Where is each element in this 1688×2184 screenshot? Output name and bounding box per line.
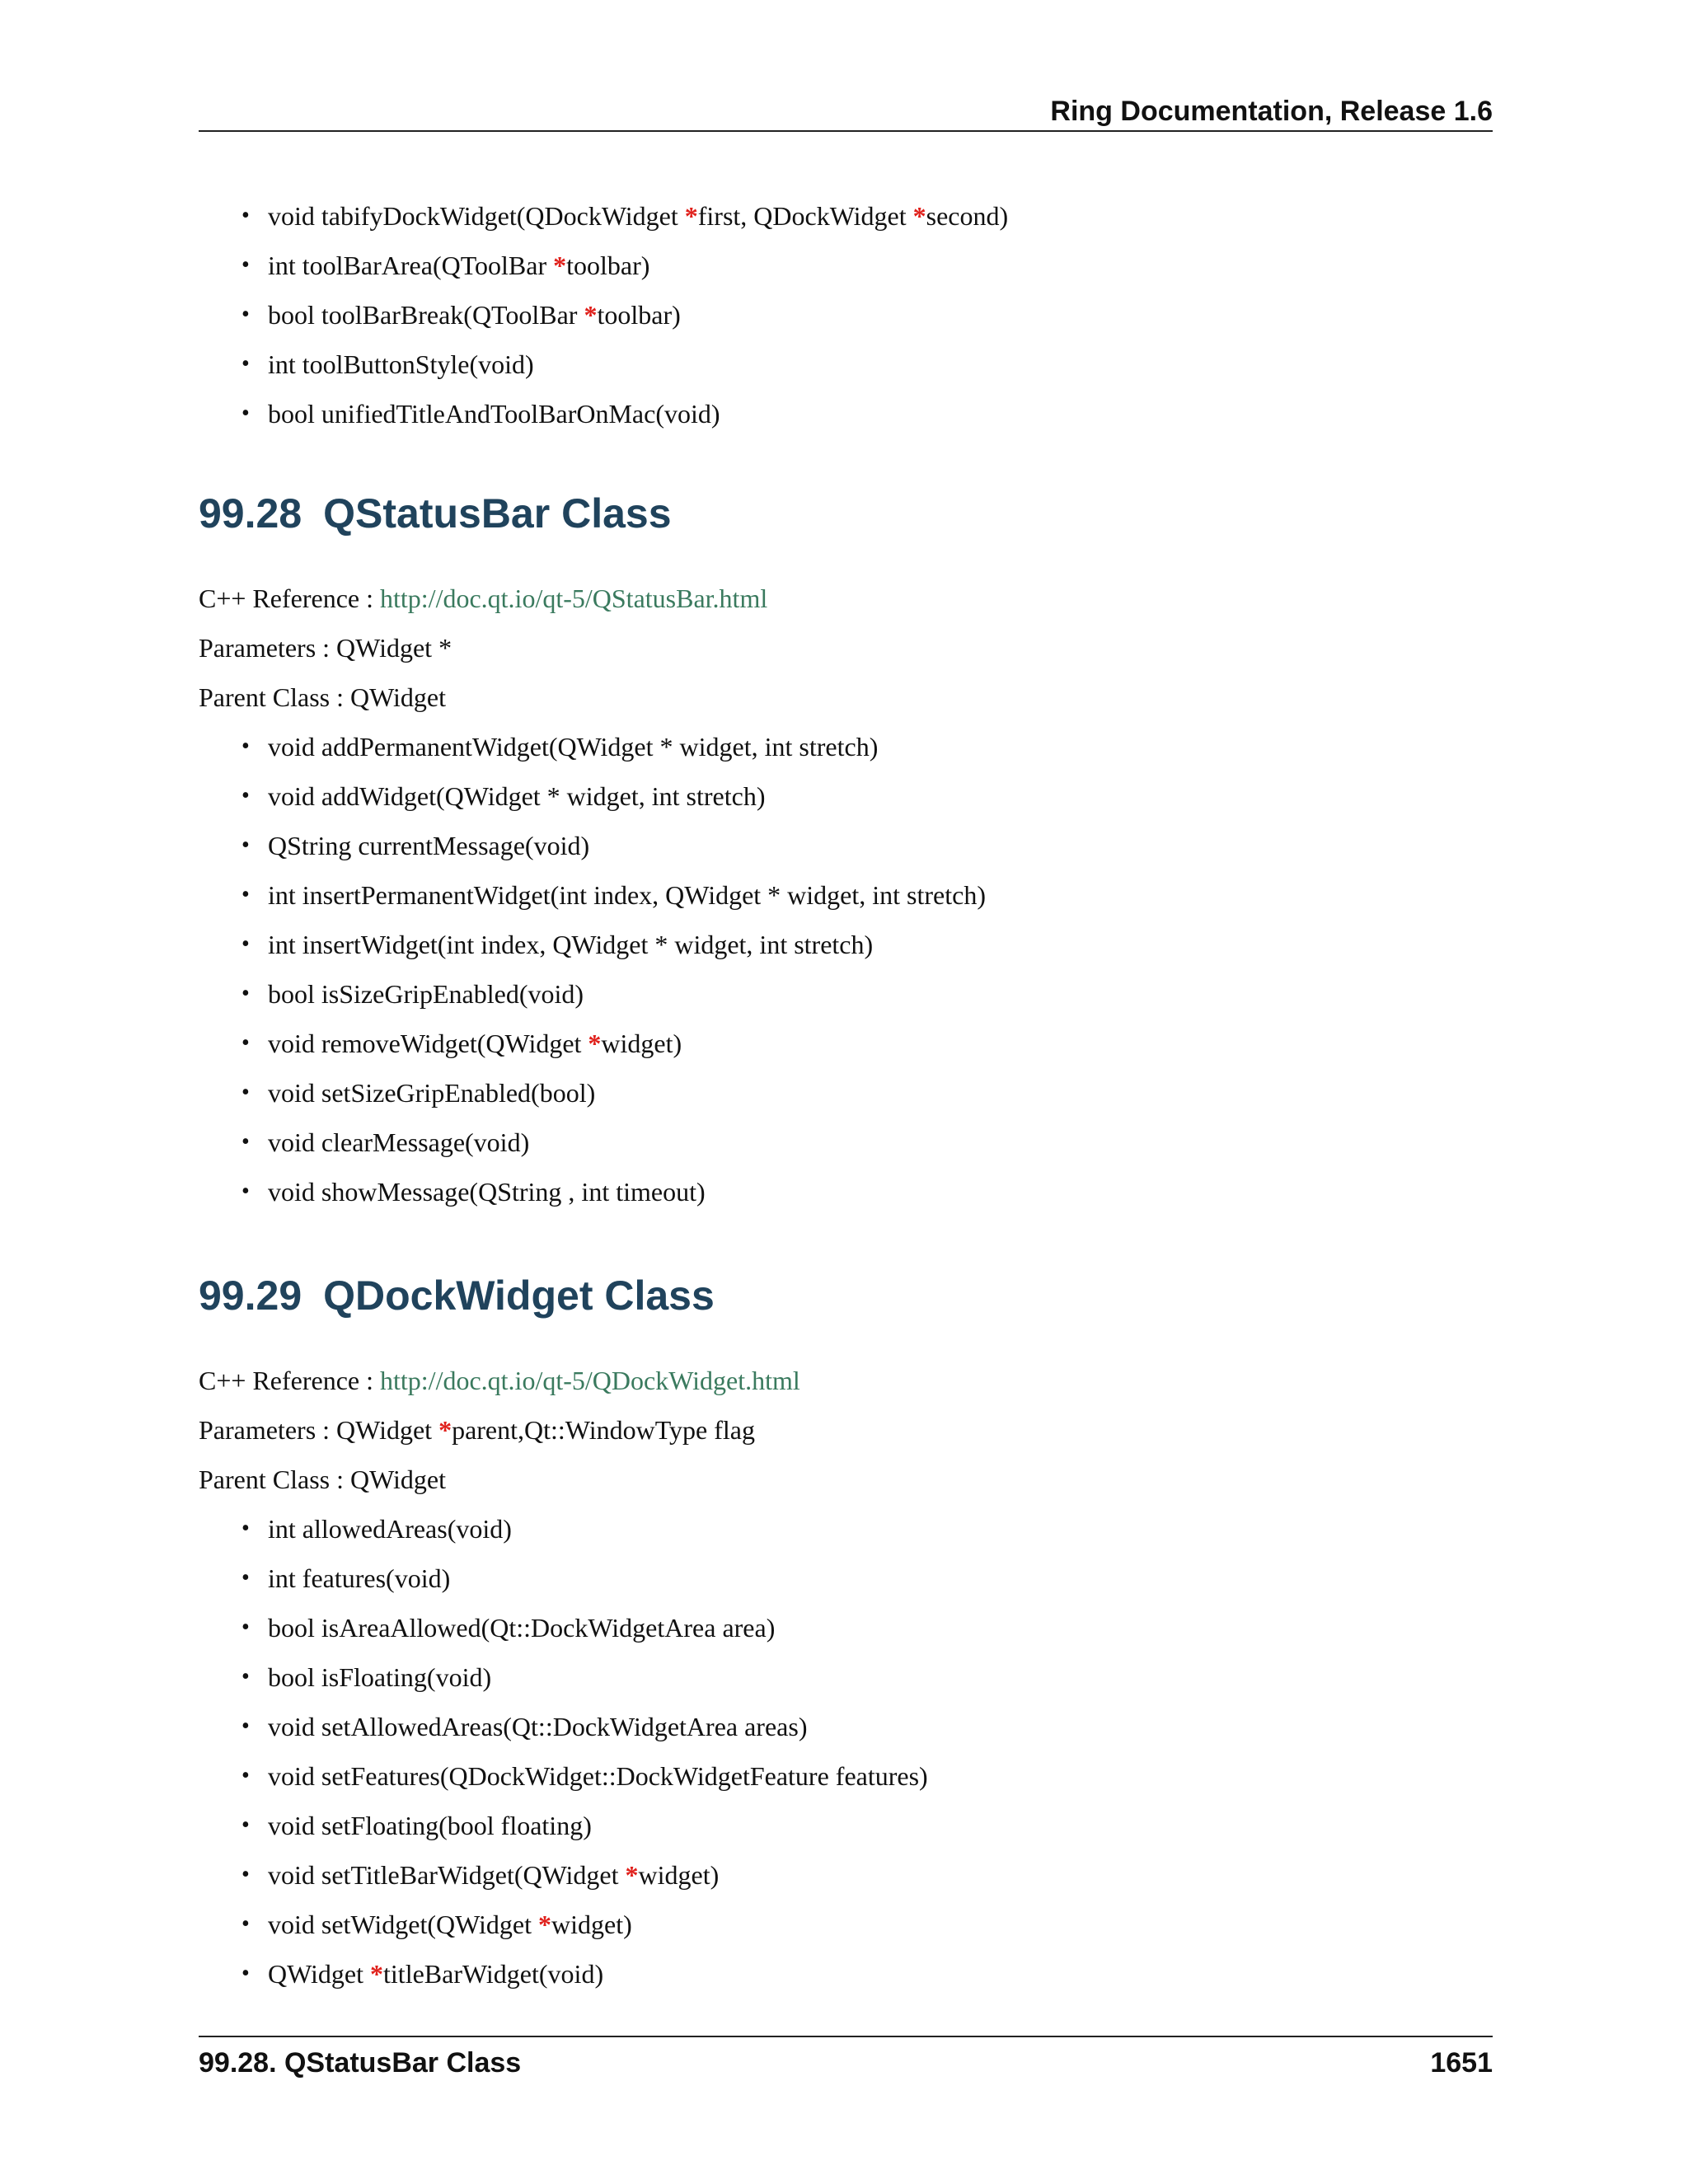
section-number: 99.28: [199, 490, 302, 537]
method-signature-text: bool isSizeGripEnabled(void): [268, 979, 584, 1009]
method-item: [241, 1118, 986, 1167]
method-signature-text: void tabifyDockWidget(QDockWidget: [268, 201, 685, 231]
method-item: [241, 1751, 928, 1801]
method-list-continued: [241, 191, 1008, 438]
method-item: [241, 1068, 986, 1118]
footer-section-label: 99.28. QStatusBar Class: [199, 2047, 522, 2079]
method-signature-text: toolbar): [566, 251, 650, 280]
method-list-qdockwidget: [241, 1504, 928, 1999]
method-signature-text: QString currentMessage(void): [268, 831, 590, 860]
method-signature-text: int toolBarArea(QToolBar: [268, 251, 554, 280]
method-signature-text: void setTitleBarWidget(QWidget: [268, 1860, 626, 1890]
method-signature-text: first, QDockWidget: [697, 201, 913, 231]
method-item: [241, 241, 1008, 290]
pointer-star: *: [684, 201, 698, 231]
method-signature-text: QWidget: [268, 1959, 371, 1989]
pointer-star: *: [538, 1910, 552, 1939]
method-signature-text: bool isFloating(void): [268, 1662, 492, 1692]
method-item: [241, 771, 986, 821]
page-number: 1651: [1430, 2047, 1493, 2079]
method-signature-text: toolbar): [597, 300, 681, 330]
cpp-reference-line: [199, 574, 767, 623]
parameters-text: Parameters : QWidget: [199, 1415, 439, 1445]
method-item: [241, 1702, 928, 1751]
method-item: [241, 1949, 928, 1999]
bullet-icon: •: [241, 1763, 250, 1788]
method-item: [241, 1167, 986, 1216]
document-title: Ring Documentation, Release 1.6: [1050, 96, 1493, 127]
bullet-icon: •: [241, 832, 250, 858]
method-signature-text: int insertPermanentWidget(int index, QWidget * widget, int stretch): [268, 880, 986, 910]
bullet-icon: •: [241, 783, 250, 808]
bullet-icon: •: [241, 1030, 250, 1056]
bullet-icon: •: [241, 1713, 250, 1739]
parameters-line: Parameters : QWidget *: [199, 633, 452, 663]
bullet-icon: •: [241, 931, 250, 957]
page-footer: [199, 2036, 1493, 2090]
parent-class-line: Parent Class : QWidget: [199, 1465, 446, 1494]
method-signature-text: int allowedAreas(void): [268, 1514, 512, 1544]
bullet-icon: •: [241, 1565, 250, 1591]
cpp-reference-label: C++ Reference :: [199, 1366, 380, 1395]
section-number: 99.29: [199, 1272, 302, 1319]
method-item: [241, 1850, 928, 1900]
pointer-star: *: [625, 1860, 639, 1890]
method-item: [241, 920, 986, 969]
method-item: [241, 340, 1008, 389]
bullet-icon: •: [241, 882, 250, 907]
bullet-icon: •: [241, 1615, 250, 1640]
method-item: [241, 870, 986, 920]
method-item: [241, 1554, 928, 1603]
method-item: [241, 389, 1008, 438]
method-signature-text: second): [926, 201, 1009, 231]
method-signature-text: widget): [551, 1910, 632, 1939]
method-signature-text: void addWidget(QWidget * widget, int stretch): [268, 781, 766, 811]
method-signature-text: bool isAreaAllowed(Qt::DockWidgetArea area): [268, 1613, 776, 1643]
method-signature-text: void removeWidget(QWidget: [268, 1029, 588, 1058]
cpp-reference-line: [199, 1356, 800, 1405]
method-item: [241, 722, 986, 771]
section-heading-qstatusbar: [199, 489, 672, 538]
method-signature-text: void setSizeGripEnabled(bool): [268, 1078, 596, 1108]
method-signature-text: bool unifiedTitleAndToolBarOnMac(void): [268, 399, 720, 429]
bullet-icon: •: [241, 1516, 250, 1541]
method-signature-text: int insertWidget(int index, QWidget * widget, int stretch): [268, 930, 874, 959]
method-signature-text: void addPermanentWidget(QWidget * widget, int stretch): [268, 732, 879, 762]
method-signature-text: titleBarWidget(void): [383, 1959, 604, 1989]
method-signature-text: void setFloating(bool floating): [268, 1811, 592, 1840]
bullet-icon: •: [241, 351, 250, 377]
method-signature-text: void setAllowedAreas(Qt::DockWidgetArea areas): [268, 1712, 808, 1741]
pointer-star: *: [370, 1959, 384, 1989]
method-item: [241, 969, 986, 1019]
bullet-icon: •: [241, 1961, 250, 1986]
bullet-icon: •: [241, 1129, 250, 1155]
method-item: [241, 1900, 928, 1949]
method-item: [241, 821, 986, 870]
pointer-star: *: [553, 251, 567, 280]
method-signature-text: void showMessage(QString , int timeout): [268, 1177, 706, 1207]
method-item: [241, 290, 1008, 340]
method-signature-text: widget): [638, 1860, 720, 1890]
method-item: [241, 1801, 928, 1850]
bullet-icon: •: [241, 1911, 250, 1937]
parent-class-line: Parent Class : QWidget: [199, 682, 446, 712]
page-header: [199, 92, 1493, 132]
method-signature-text: void setFeatures(QDockWidget::DockWidgetFeature features): [268, 1761, 928, 1791]
bullet-icon: •: [241, 733, 250, 759]
method-item: [241, 1019, 986, 1068]
bullet-icon: •: [241, 1812, 250, 1838]
section-title: QStatusBar Class: [323, 490, 672, 537]
pointer-star: *: [584, 300, 598, 330]
bullet-icon: •: [241, 1179, 250, 1204]
bullet-icon: •: [241, 1862, 250, 1887]
pointer-star: *: [912, 201, 926, 231]
section-heading-qdockwidget: [199, 1271, 715, 1320]
parameters-text-rest: parent,Qt::WindowType flag: [452, 1415, 755, 1445]
cpp-reference-link[interactable]: http://doc.qt.io/qt-5/QDockWidget.html: [380, 1366, 800, 1395]
method-item: [241, 1652, 928, 1702]
bullet-icon: •: [241, 1664, 250, 1690]
method-signature-text: int toolButtonStyle(void): [268, 349, 534, 379]
pointer-star: *: [588, 1029, 602, 1058]
method-item: [241, 191, 1008, 241]
bullet-icon: •: [241, 302, 250, 327]
method-signature-text: void setWidget(QWidget: [268, 1910, 539, 1939]
cpp-reference-label: C++ Reference :: [199, 583, 380, 613]
method-signature-text: void clearMessage(void): [268, 1127, 530, 1157]
parameters-line: [199, 1405, 755, 1455]
method-signature-text: widget): [601, 1029, 682, 1058]
bullet-icon: •: [241, 981, 250, 1006]
bullet-icon: •: [241, 1080, 250, 1105]
bullet-icon: •: [241, 401, 250, 426]
bullet-icon: •: [241, 203, 250, 228]
bullet-icon: •: [241, 252, 250, 278]
method-item: [241, 1603, 928, 1652]
cpp-reference-link[interactable]: http://doc.qt.io/qt-5/QStatusBar.html: [380, 583, 768, 613]
pointer-star: *: [438, 1415, 452, 1445]
method-signature-text: int features(void): [268, 1563, 451, 1593]
section-title: QDockWidget Class: [323, 1272, 715, 1319]
method-list-qstatusbar: [241, 722, 986, 1216]
method-signature-text: bool toolBarBreak(QToolBar: [268, 300, 584, 330]
method-item: [241, 1504, 928, 1554]
